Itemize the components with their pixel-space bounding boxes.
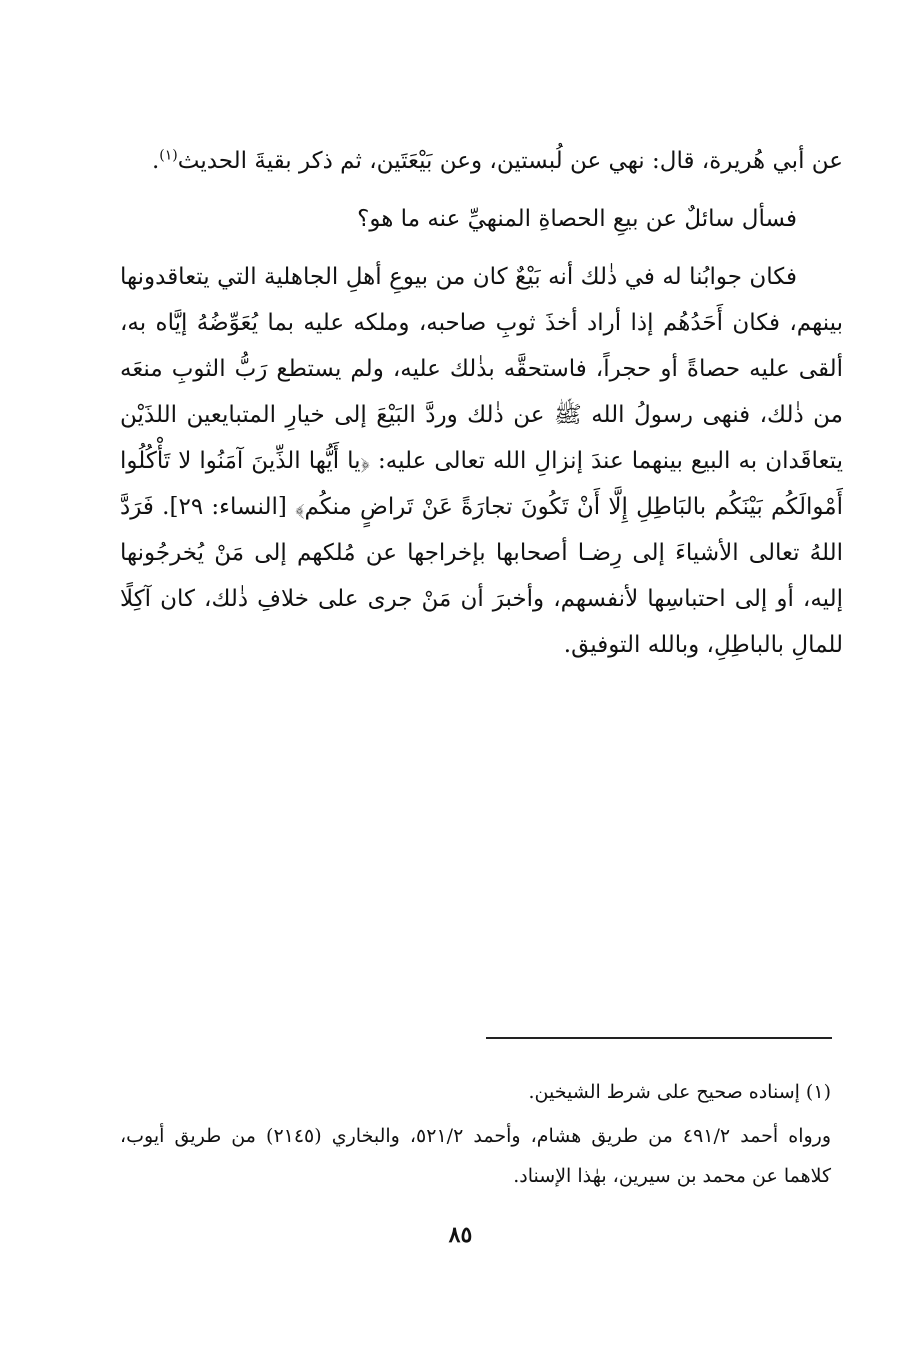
footnote-1-continuation: ورواه أحمد ٤٩١/٢ من طريق هشام، وأحمد ٥٢١/٢، والبخاري (٢١٤٥) من طريق أيوب، كلاهما عن محمد بن سيرين، بهٰذا الإسناد.	[120, 1125, 832, 1187]
main-text	[120, 138, 843, 668]
paragraph-hadith-end-punct: .	[151, 148, 160, 174]
paragraph-answer: فكان جوابُنا له في ذٰلك أنه بَيْعٌ كان من بيوعِ أهلِ الجاهلية التي يتعاقدونها بينهم، فكان أَحَدُهُم إذا أراد أخذَ ثوبِ صاحبه، وملكه عليه بما يُعَوِّضُهُ إيَّاه به، ألقى عليه حصاةً أو حجراً، فاستحقَّه بذٰلك عليه، ولم يستطع رَبُّ الثوبِ منعَه من ذٰلك، فنهى رسولُ الله ﷺ عن ذٰلك وردَّ البَيْعَ إلى خيارِ المتبايعين اللذَيْن يتعاقَدان به البيع بينهما عندَ إنزالِ الله تعالى عليه: ﴿يا أَيُّها الذِّينَ آمَنُوا لا تَأْكُلُوا أَمْوالَكُم بَيْنَكُم بالبَاطِلِ إِلَّا أَنْ تَكُونَ تجارَةً عَنْ تَراضٍ منكُم﴾ [النساء: ٢٩]. فَرَدَّ اللهُ تعالى الأشياءَ إلى رِضـا أصحابها بإخراجها عن مُلكهم إلى مَنْ يُخرجُونها إليه، أو إلى احتباسِها لأنفسهم، وأخبرَ أن مَنْ جرى على خلافِ ذٰلك، كان آكِلًا للمالِ بالباطِلِ، وبالله التوفيق.	[120, 264, 843, 658]
paragraph-hadith-text: عن أبي هُريرة، قال: نهي عن لُبستين، وعن بَيْعَتَين، ثم ذكر بقيةَ الحديث	[177, 148, 843, 174]
page-number: ٨٥	[448, 1222, 473, 1248]
paragraph-hadith	[120, 138, 843, 184]
footnote-separator	[486, 1037, 832, 1039]
footnote-reference: (١)	[159, 147, 178, 164]
footnote-1: (١) إسناده صحيح على شرط الشيخين.	[528, 1081, 831, 1103]
footnotes	[120, 1072, 831, 1196]
paragraph-question: فسأل سائلٌ عن بيعِ الحصاةِ المنهيِّ عنه ما هو؟	[357, 206, 797, 232]
